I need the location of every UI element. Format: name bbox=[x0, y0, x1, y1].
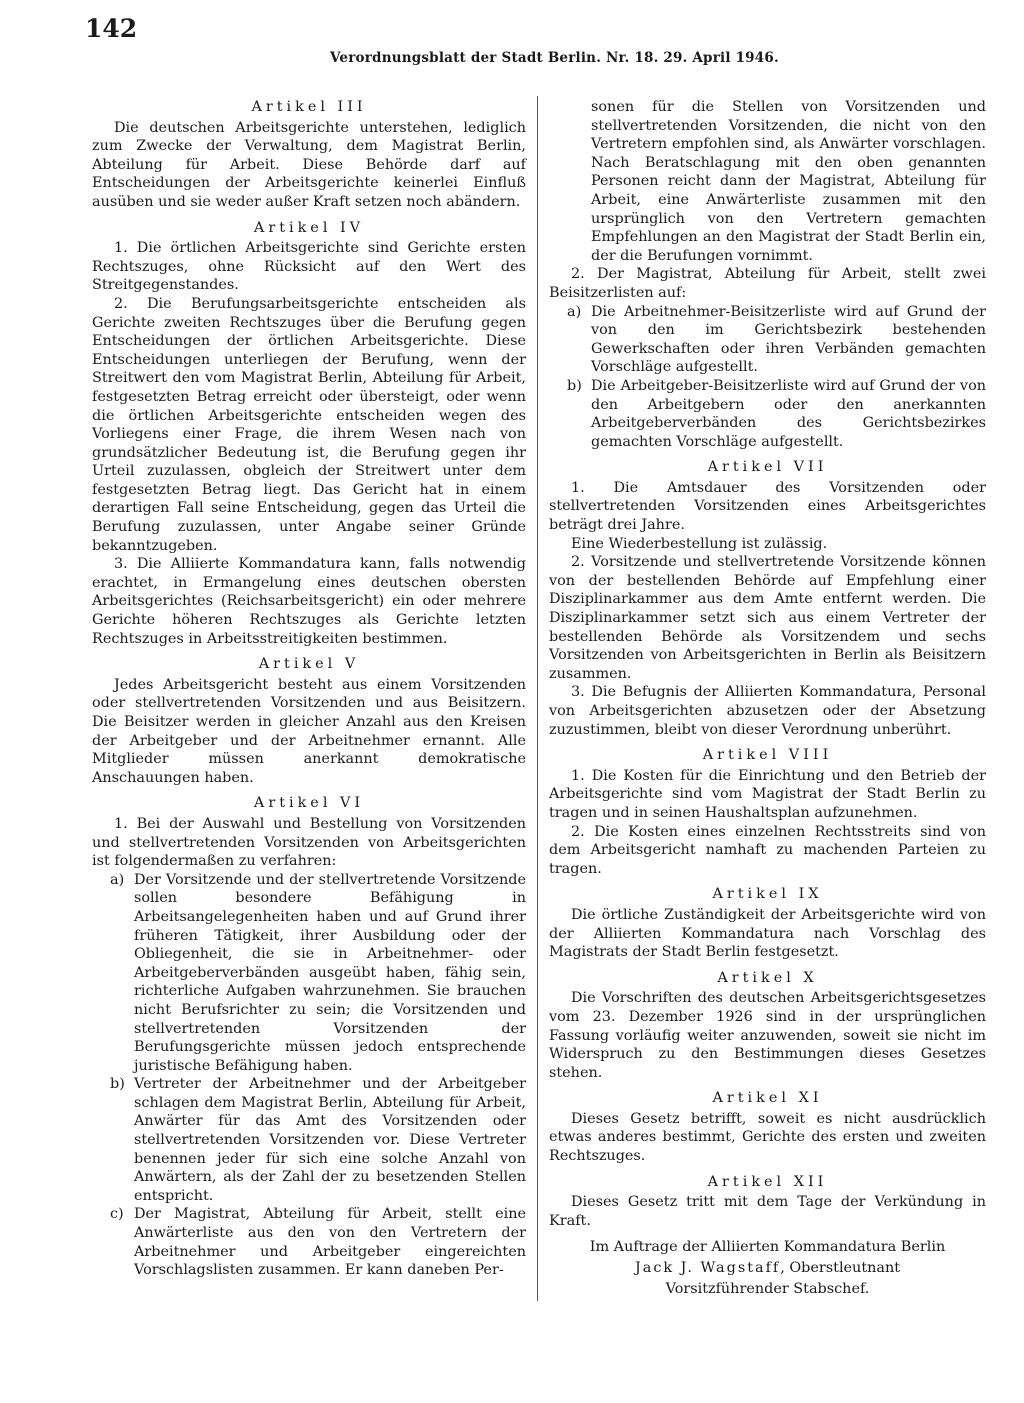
article-heading: Artikel X bbox=[717, 969, 818, 986]
paragraph: Die Vorschriften des deutschen Arbeitsgerichtsgesetzes vom 23. Dezember 1926 sind in der ursprünglichen Fassung vorläufig weiter anzuwenden, soweit sie nicht im Widerspruch zu den Bestimmungen dieses Gesetzes stehen. bbox=[549, 990, 986, 1081]
paragraph: 1. Bei der Auswahl und Bestellung von Vorsitzenden und stellvertretenden Vorsitzenden von Arbeitsgerichten ist folgendermaßen zu verfahren: bbox=[92, 815, 526, 870]
list-item-label: b) bbox=[110, 1076, 125, 1093]
signatory-role: Vorsitzführender Stabschef. bbox=[665, 1280, 870, 1297]
right-column bbox=[549, 98, 986, 1300]
paragraph: Die örtliche Zuständigkeit der Arbeitsgerichte wird von der Alliierten Kommandatura nach Vorschlag des Magistrats der Stadt Berlin festgesetzt. bbox=[549, 906, 986, 961]
signatory-name: Jack J. Wagstaff bbox=[634, 1260, 781, 1277]
signature-mandate: Im Auftrage der Alliierten Kommandatura Berlin bbox=[589, 1239, 946, 1256]
list-item bbox=[549, 377, 986, 451]
paragraph: Eine Wiederbestellung ist zulässig. bbox=[571, 535, 828, 552]
column-divider bbox=[537, 96, 538, 1301]
article-heading: Artikel V bbox=[258, 656, 360, 673]
list-item-text: Die Arbeitgeber-Beisitzerliste wird auf Grund der von den Arbeitgebern oder den anerkannten Arbeitgeberverbänden des Gerichtsbezirkes gemachten Vorschläge aufgestellt. bbox=[591, 377, 986, 450]
paragraph: 1. Die Kosten für die Einrichtung und den Betrieb der Arbeitsgerichte sind vom Magistrat der Stadt Berlin zu tragen und in seinen Haushaltsplan aufzunehmen. bbox=[549, 767, 986, 821]
paragraph: 2. Vorsitzende und stellvertretende Vorsitzende können von der bestellenden Behörde auf Empfehlung einer Disziplinarkammer aus dem Amte entfernt werden. Die Disziplinarkammer setzt sich aus einem Vertreter der bestellenden Behörde als Vorsitzendem und sechs Vorsitzenden von Arbeitsgerichten in Berlin als Beisitzern zusammen. bbox=[549, 554, 986, 682]
article-heading: Artikel IX bbox=[712, 886, 823, 903]
paragraph: 2. Der Magistrat, Abteilung für Arbeit, stellt zwei Beisitzerlisten auf: bbox=[549, 266, 986, 301]
list-item-label: a) bbox=[110, 871, 125, 888]
list-item-continuation bbox=[549, 98, 986, 265]
paragraph: 3. Die Alliierte Kommandatura kann, falls notwendig erachtet, in Ermangelung eines deutschen obersten Arbeitsgerichtes (Reichsarbeitsgericht) ein oder mehrere Gerichte höheren Rechtszuges als Gerichte letzten Rechtszuges in Arbeitsstreitigkeiten bestimmen. bbox=[92, 556, 526, 647]
article-heading: Artikel VI bbox=[253, 795, 365, 812]
list-item-label: a) bbox=[567, 303, 582, 320]
running-head: Verordnungsblatt der Stadt Berlin. Nr. 18. 29. April 1946. bbox=[330, 50, 779, 66]
paragraph: 1. Die örtlichen Arbeitsgerichte sind Gerichte ersten Rechtszuges, ohne Rücksicht auf den Wert des Streitgegenstandes. bbox=[92, 240, 526, 294]
list-item-text: Vertreter der Arbeitnehmer und der Arbeitgeber schlagen dem Magistrat Berlin, Abteilung für Arbeit, Anwärter für das Amt des Vorsitzenden oder stellvertretenden Vorsitzenden vor. Diese Vertreter benennen jeder für sich eine solche Anzahl von Anwärtern, als der Zahl der zu besetzenden Stellen entspricht. bbox=[134, 1076, 526, 1204]
paragraph: 1. Die Amtsdauer des Vorsitzenden oder stellvertretenden Vorsitzenden eines Arbeitsgerichtes beträgt drei Jahre. bbox=[549, 479, 986, 534]
signatory-line bbox=[549, 1259, 986, 1278]
paragraph: 2. Die Berufungsarbeitsgerichte entscheiden als Gerichte zweiten Rechtszuges über die Berufung gegen Entscheidungen der örtlichen Arbeitsgerichte. Diese Entscheidungen unterliegen der Berufung, wenn der Streitwert den vom Magistrat Berlin, Abteilung für Arbeit, festgesetzten Betrag erreicht oder übersteigt, oder wenn die örtlichen Arbeitsgerichte entscheiden wegen des Vorliegens einer Frage, die ihrem Wesen nach von grundsätzlicher Bedeutung ist, die Berufung gegen ihr Urteil zuzulassen, obgleich der Streitwert unter dem festgesetzten Betrag liegt. Das Gericht hat in einem derartigen Fall seine Entscheidung, gegen das Urteil die Berufung zuzulassen, unter Angabe seiner Gründe bekanntzugeben. bbox=[92, 295, 526, 554]
article-heading: Artikel IV bbox=[253, 219, 365, 236]
list-item-text: sonen für die Stellen von Vorsitzenden und stellvertretenden Vorsitzenden, die nicht von den Vertretern empfohlen sind, als Anwärter vorschlagen. Nach Beratschlagung mit den oben genannten Personen reicht dann der Magistrat, Abteilung für Arbeit, eine Anwärterliste zusammen mit den ursprünglich von den Vertretern gemachten Empfehlungen an den Magistrat der Stadt Berlin ein, der die Berufungen vornimmt. bbox=[591, 99, 986, 264]
paragraph: Dieses Gesetz betrifft, soweit es nicht ausdrücklich etwas anderes bestimmt, Gerichte des ersten und zweiten Rechtszuges. bbox=[549, 1110, 986, 1165]
article-heading: Artikel VII bbox=[707, 459, 828, 476]
paragraph: 3. Die Befugnis der Alliierten Kommandatura, Personal von Arbeitsgerichten abzusetzen oder der Absetzung zuzustimmen, bleibt von dieser Verordnung unberührt. bbox=[549, 684, 986, 738]
signature-block bbox=[549, 1238, 986, 1298]
article-heading: Artikel VIII bbox=[702, 747, 833, 764]
left-column bbox=[92, 98, 526, 1280]
list-item-text: Der Vorsitzende und der stellvertretende Vorsitzende sollen besondere Befähigung in Arbeitsangelegenheiten haben und auf Grund ihrer früheren Tätigkeit, ihrer Ausbildung oder der Obliegenheit, die sie in Arbeitnehmer- oder Arbeitgeberverbänden ausgeübt haben, fähig sein, richterliche Aufgaben wahrzunehmen. Sie brauchen nicht Berufsrichter zu sein; die Vorsitzenden und stellvertretenden Vorsitzenden der Berufungsgerichte müssen jedoch entsprechende juristische Befähigung haben. bbox=[134, 871, 526, 1074]
list-item bbox=[92, 1205, 526, 1279]
article-heading: Artikel XII bbox=[707, 1173, 828, 1190]
article-heading: Artikel III bbox=[251, 99, 367, 115]
list-item-label: b) bbox=[567, 377, 582, 394]
paragraph: Jedes Arbeitsgericht besteht aus einem Vorsitzenden oder stellvertretenden Vorsitzenden und aus Beisitzern. Die Beisitzer werden in gleicher Anzahl aus den Kreisen der Arbeitgeber und der Arbeitnehmer ernannt. Alle Mitglieder müssen anerkannt demokratische Anschauungen haben. bbox=[92, 676, 526, 786]
list-item bbox=[549, 303, 986, 377]
signatory-rank: , Oberstleutnant bbox=[780, 1260, 901, 1277]
list-item-text: Die Arbeitnehmer-Beisitzerliste wird auf Grund der von den im Gerichtsbezirk bestehenden Gewerkschaften oder ihren Verbänden gemachten Vorschläge aufgestellt. bbox=[591, 303, 986, 376]
paragraph: Die deutschen Arbeitsgerichte unterstehen, lediglich zum Zwecke der Verwaltung, dem Magistrat Berlin, Abteilung für Arbeit. Diese Behörde darf auf Entscheidungen der Arbeitsgerichte keinerlei Einfluß ausüben und sie weder außer Kraft setzen noch abändern. bbox=[92, 119, 526, 210]
list-item bbox=[92, 871, 526, 1076]
article-heading: Artikel XI bbox=[712, 1090, 823, 1107]
list-item-text: Der Magistrat, Abteilung für Arbeit, stellt eine Anwärterliste aus den von den Vertretern der Arbeitnehmer und Arbeitgeber eingereichten Vorschlagslisten zusammen. Er kann daneben Per- bbox=[134, 1206, 526, 1279]
page-number: 142 bbox=[85, 14, 138, 43]
list-item-label: c) bbox=[110, 1206, 124, 1223]
list-item bbox=[92, 1075, 526, 1205]
paragraph: 2. Die Kosten eines einzelnen Rechtsstreits sind von dem Arbeitsgericht namhaft zu machenden Parteien zu tragen. bbox=[549, 823, 986, 877]
paragraph: Dieses Gesetz tritt mit dem Tage der Verkündung in Kraft. bbox=[549, 1194, 986, 1229]
list-item-label-spacer bbox=[549, 98, 591, 265]
